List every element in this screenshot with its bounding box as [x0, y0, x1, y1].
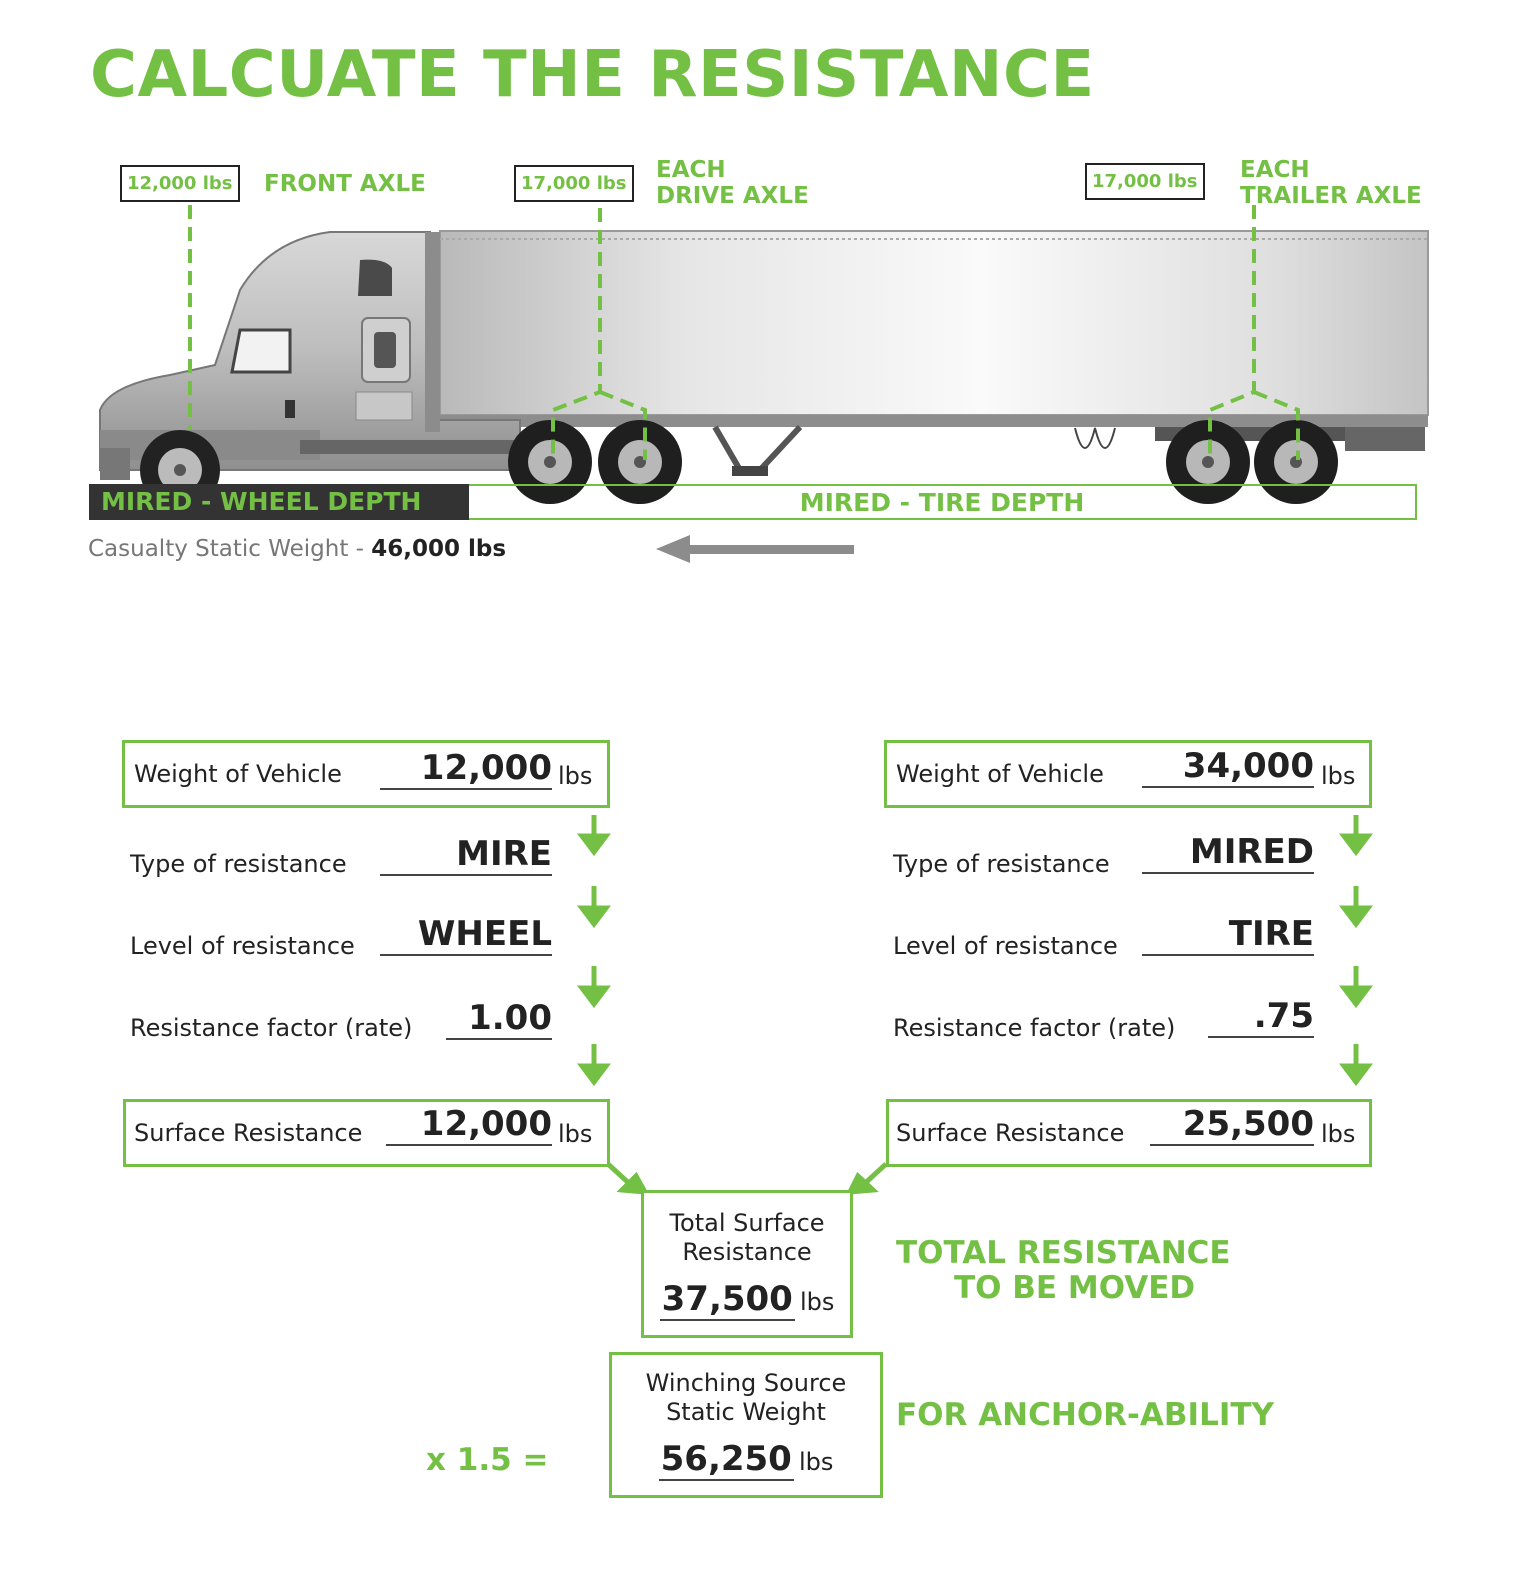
left-weight-label: Weight of Vehicle: [134, 760, 342, 788]
page-title: CALCUATE THE RESISTANCE: [90, 38, 1095, 112]
drive-axle-label-line2: DRIVE AXLE: [656, 183, 809, 209]
left-factor-value: 1.00: [446, 998, 552, 1040]
left-level-label: Level of resistance: [130, 932, 355, 960]
winching-value: 56,250: [660, 1439, 792, 1479]
total-surface-resistance-box: [641, 1190, 853, 1338]
total-value-row: [644, 1279, 850, 1319]
left-surface-label: Surface Resistance: [134, 1119, 363, 1147]
right-surface-value: 25,500: [1150, 1104, 1314, 1146]
wheel-depth-bar: MIRED - WHEEL DEPTH: [89, 484, 469, 520]
left-level-value: WHEEL: [380, 914, 552, 956]
winching-value-row: [612, 1439, 880, 1479]
total-caption: [896, 1236, 1231, 1306]
casualty-static-weight: [88, 536, 506, 562]
winching-multiplier: x 1.5 =: [426, 1442, 549, 1478]
direction-arrow: [656, 535, 854, 563]
drive-axle-label: [656, 157, 809, 209]
right-level-value: TIRE: [1142, 914, 1314, 956]
winching-caption: FOR ANCHOR-ABILITY: [896, 1397, 1274, 1433]
winching-source-box: [609, 1352, 883, 1498]
right-type-label: Type of resistance: [893, 850, 1110, 878]
total-unit: lbs: [799, 1288, 835, 1316]
total-label-line1: Total Surface: [669, 1209, 825, 1237]
trailer-axle-label-line1: EACH: [1240, 157, 1310, 183]
left-weight-value: 12,000: [380, 748, 552, 790]
front-axle-weight: 12,000 lbs: [120, 165, 240, 202]
total-caption-line2: TO BE MOVED: [954, 1270, 1196, 1306]
winching-unit: lbs: [798, 1448, 834, 1476]
trailer-axle-label: [1240, 157, 1422, 209]
trailer-axle-weight: 17,000 lbs: [1085, 163, 1205, 200]
right-weight-label: Weight of Vehicle: [896, 760, 1104, 788]
drive-axle-weight: 17,000 lbs: [514, 165, 634, 202]
right-surface-label: Surface Resistance: [896, 1119, 1125, 1147]
right-factor-value: .75: [1208, 996, 1314, 1038]
trailer-body: [440, 231, 1428, 451]
right-level-label: Level of resistance: [893, 932, 1118, 960]
left-factor-label: Resistance factor (rate): [130, 1014, 413, 1042]
total-caption-line1: TOTAL RESISTANCE: [896, 1235, 1231, 1271]
tire-depth-bar: MIRED - TIRE DEPTH: [469, 484, 1417, 520]
right-type-value: MIRED: [1142, 832, 1314, 874]
total-value: 37,500: [661, 1279, 793, 1319]
trailer-axle-label-line2: TRAILER AXLE: [1240, 183, 1422, 209]
winching-label-line2: Static Weight: [666, 1398, 826, 1426]
landing-gear: [715, 427, 800, 476]
casualty-label: Casualty Static Weight -: [88, 536, 372, 562]
drive-axle-label-line1: EACH: [656, 157, 726, 183]
casualty-value: 46,000 lbs: [371, 536, 507, 562]
winching-label-line1: Winching Source: [645, 1369, 847, 1397]
left-surface-value: 12,000: [386, 1104, 552, 1146]
left-type-value: MIRE: [380, 834, 552, 876]
right-weight-value: 34,000: [1142, 746, 1314, 788]
right-surface-unit: lbs: [1321, 1120, 1356, 1148]
total-label-line2: Resistance: [682, 1238, 812, 1266]
left-surface-unit: lbs: [558, 1120, 593, 1148]
left-weight-unit: lbs: [558, 762, 593, 790]
right-weight-unit: lbs: [1321, 762, 1356, 790]
left-type-label: Type of resistance: [130, 850, 347, 878]
front-axle-label: FRONT AXLE: [264, 171, 426, 197]
right-factor-label: Resistance factor (rate): [893, 1014, 1176, 1042]
